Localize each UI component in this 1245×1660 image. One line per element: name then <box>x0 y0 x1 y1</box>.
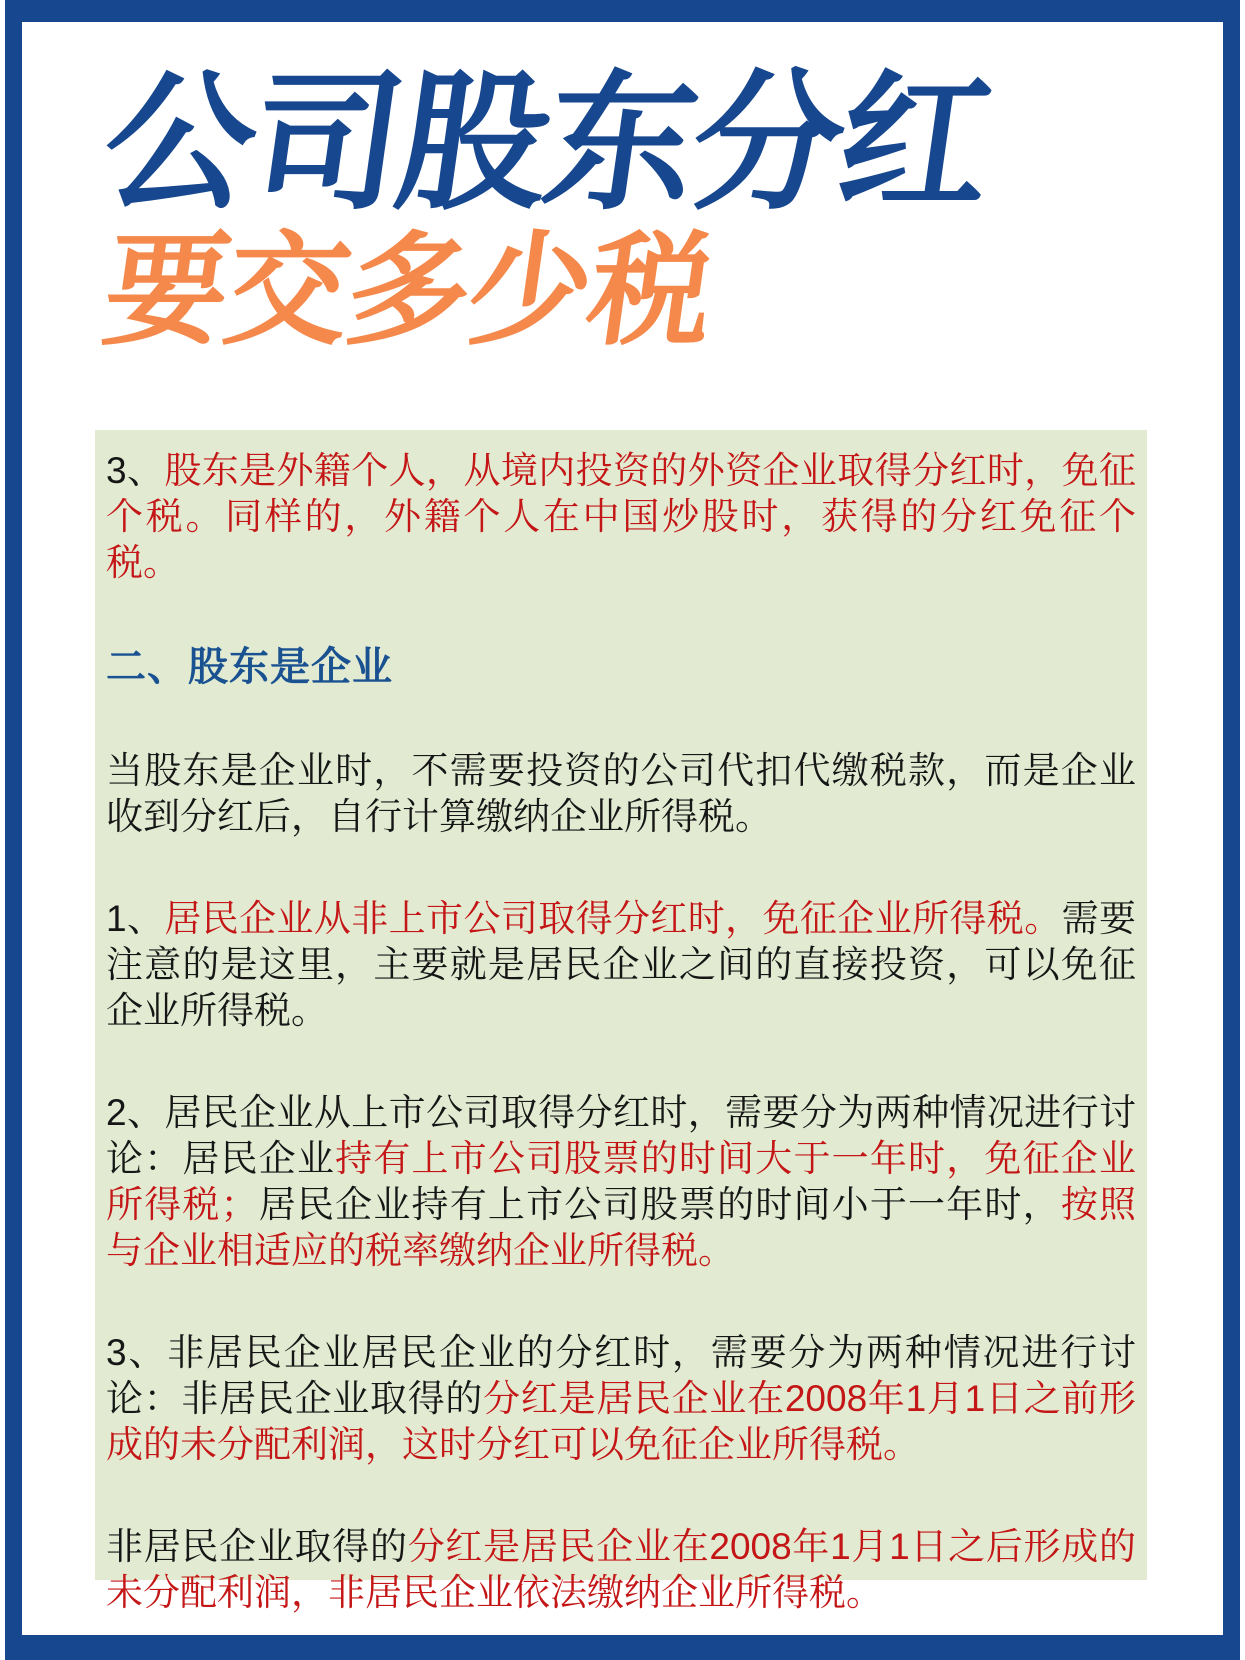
section-heading <box>106 642 1136 692</box>
page-subtitle: 要交多少税 <box>96 223 721 360</box>
text-segment: 3、 <box>106 450 165 491</box>
text-segment: 当股东是企业时，不需要投资的公司代扣代缴税款，而是企业收到分红后，自行计算缴纳企业所得税。 <box>106 750 1136 837</box>
body-paragraph <box>106 1330 1136 1468</box>
text-segment: 按照与企业相适应的税率缴纳企业所得税。 <box>106 1184 1137 1271</box>
page-title: 公司股东分红 <box>93 59 1000 227</box>
content-panel <box>95 430 1147 1613</box>
text-segment: 持有上市公司股票的时间大于一年时，免征企业所得税； <box>106 1138 1137 1225</box>
body-paragraph <box>106 1090 1136 1274</box>
text-segment: 股东是外籍个人，从境内投资的外资企业取得分红时，免征个税。同样的，外籍个人在中国炒股时，获得的分红免征个税。 <box>106 450 1137 583</box>
text-segment: 2、居民企业从上市公司取得分红时，需要分为两种情况进行讨论：居民企业 <box>106 1092 1136 1179</box>
text-segment: 3、非居民企业居民企业的分红时，需要分为两种情况进行讨论：非居民企业取得的 <box>106 1332 1136 1419</box>
text-segment: 居民企业从非上市公司取得分红时，免征企业所得税。 <box>164 898 1062 939</box>
text-segment: 分红是居民企业在2008年1月1日之后形成的未分配利润，非居民企业依法缴纳企业所得税。 <box>106 1526 1136 1613</box>
body-paragraph <box>106 748 1136 840</box>
title-block <box>93 59 1000 360</box>
text-segment: 需要注意的是这里，主要就是居民企业之间的直接投资，可以免征企业所得税。 <box>106 898 1137 1031</box>
text-segment: 1、 <box>106 898 165 939</box>
text-segment: 非居民企业取得的 <box>106 1526 408 1567</box>
watermark-badge <box>1164 1612 1210 1631</box>
body-paragraph <box>106 448 1136 586</box>
text-segment: 二、股东是企业 <box>106 645 393 689</box>
body-paragraph <box>106 896 1136 1034</box>
text-segment: 分红是居民企业在2008年1月1日之前形成的未分配利润，这时分红可以免征企业所得税。 <box>106 1378 1137 1465</box>
text-segment: 居民企业持有上市公司股票的时间小于一年时， <box>257 1184 1061 1225</box>
body-paragraph <box>106 1524 1136 1616</box>
